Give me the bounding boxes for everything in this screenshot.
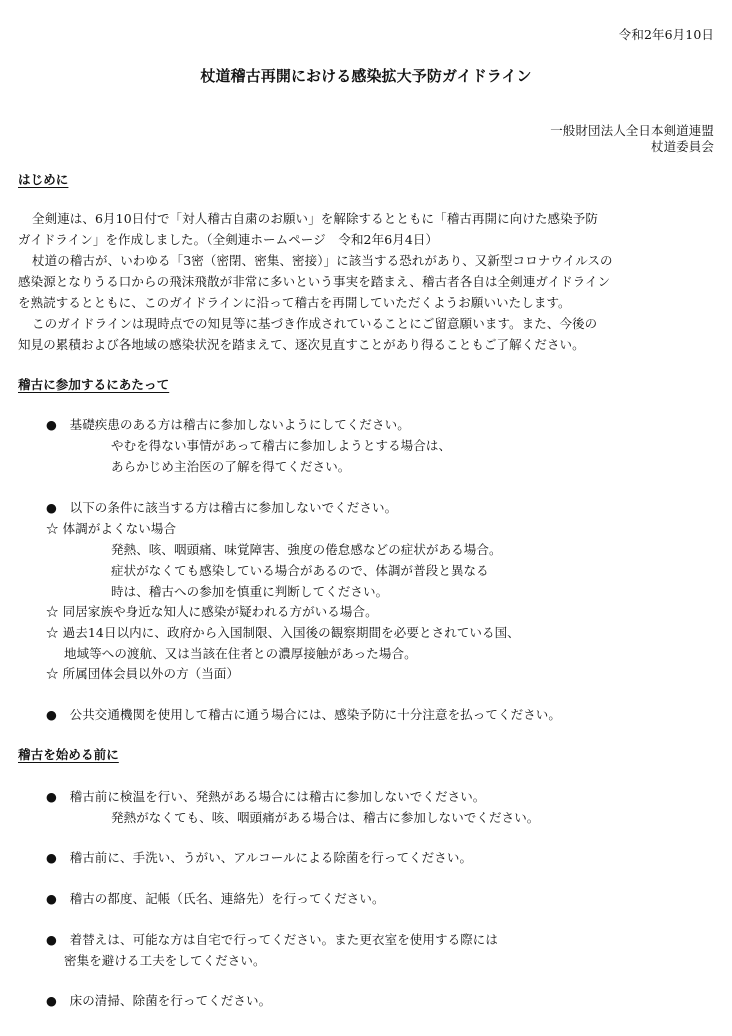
intro-line: 杖道の稽古が、いわゆる「3密（密閉、密集、密接）」に該当する恐れがあり、又新型コロナウイルスの — [32, 253, 613, 268]
bullet-item: ● 床の清掃、除菌を行ってください。 — [46, 993, 272, 1008]
section-heading-intro: はじめに — [18, 172, 69, 187]
intro-line: を熟読するとともに、このガイドラインに沿って稽古を再開していただくようお願いいたします。 — [18, 295, 571, 310]
bullet-item: ● 以下の条件に該当する方は稽古に参加しないでください。 — [46, 500, 398, 515]
star-item: ☆ 体調がよくない場合 — [46, 521, 177, 536]
bullet-continuation: 密集を避ける工夫をしてください。 — [64, 953, 266, 968]
bullet-continuation: 発熱がなくても、咳、咽頭痛がある場合は、稽古に参加しないでください。 — [111, 810, 540, 825]
document-date: 令和2年6月10日 — [618, 27, 714, 42]
bullet-item: ● 稽古前に検温を行い、発熱がある場合には稽古に参加しないでください。 — [46, 789, 486, 804]
bullet-continuation: あらかじめ主治医の了解を得てください。 — [111, 459, 351, 474]
intro-line: このガイドラインは現時点での知見等に基づき作成されていることにご留意願います。また、今後の — [32, 316, 598, 331]
bullet-item: ● 稽古前に、手洗い、うがい、アルコールによる除菌を行ってください。 — [46, 850, 473, 865]
star-continuation: 発熱、咳、咽頭痛、味覚障害、強度の倦怠感などの症状がある場合。 — [111, 542, 502, 557]
intro-line: ガイドライン」を作成しました。（全剣連ホームページ 令和2年6月4日） — [18, 232, 439, 247]
intro-line: 知見の累積および各地域の感染状況を踏まえて、逐次見直すことがあり得ることもご了解ください。 — [18, 337, 585, 352]
star-item: ☆ 所属団体会員以外の方（当面） — [46, 666, 240, 681]
star-item: ☆ 過去14日以内に、政府から入国制限、入国後の観察期間を必要とされている国、 — [46, 625, 520, 640]
issuer-committee: 杖道委員会 — [650, 139, 714, 154]
bullet-item: ● 着替えは、可能な方は自宅で行ってください。また更衣室を使用する際には — [46, 932, 499, 947]
bullet-item: ● 基礎疾患のある方は稽古に参加しないようにしてください。 — [46, 417, 410, 432]
bullet-continuation: やむを得ない事情があって稽古に参加しようとする場合は、 — [111, 438, 452, 453]
section-heading-participation: 稽古に参加するにあたって — [18, 377, 170, 392]
star-continuation: 地域等への渡航、又は当該在住者との濃厚接触があった場合。 — [64, 646, 417, 661]
intro-line: 感染源となりうる口からの飛沫飛散が非常に多いという事実を踏まえ、稽古者各自は全剣連ガイドライン — [18, 274, 611, 289]
star-continuation: 症状がなくても感染している場合があるので、体調が普段と異なる — [111, 563, 489, 578]
section-heading-before: 稽古を始める前に — [18, 747, 119, 762]
star-continuation: 時は、稽古への参加を慎重に判断してください。 — [111, 584, 389, 599]
issuer-organization: 一般財団法人全日本剣道連盟 — [550, 123, 714, 138]
bullet-item: ● 公共交通機関を使用して稽古に通う場合には、感染予防に十分注意を払ってください。 — [46, 707, 562, 722]
bullet-item: ● 稽古の都度、記帳（氏名、連絡先）を行ってください。 — [46, 891, 385, 906]
intro-line: 全剣連は、6月10日付で「対人稽古自粛のお願い」を解除するとともに「稽古再開に向けた感染予防 — [32, 211, 598, 226]
page-title: 杖道稽古再開における感染拡大予防ガイドライン — [200, 67, 532, 85]
star-item: ☆ 同居家族や身近な知人に感染が疑われる方がいる場合。 — [46, 604, 378, 619]
